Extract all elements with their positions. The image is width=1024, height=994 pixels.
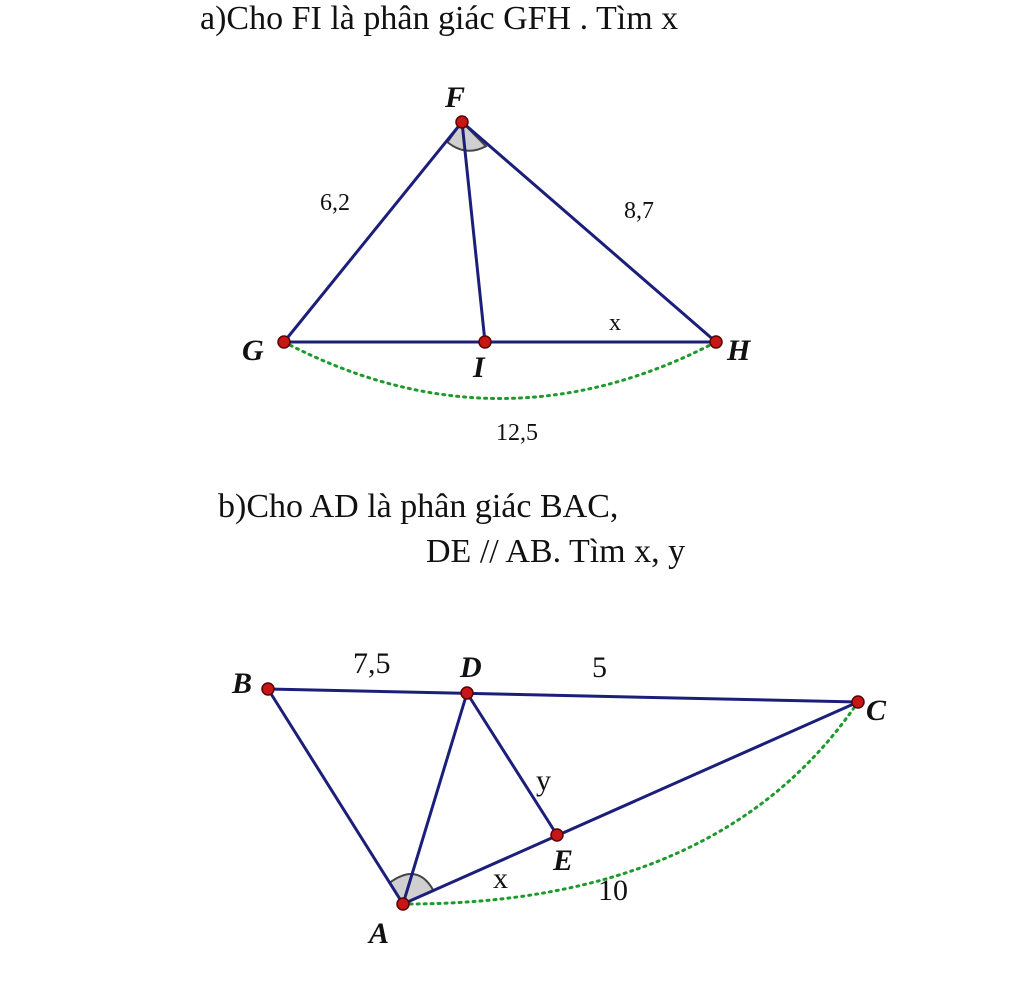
- label-g: G: [242, 334, 264, 367]
- label-d: D: [460, 651, 482, 684]
- label-h: H: [727, 334, 751, 367]
- point-b: [262, 683, 274, 695]
- measure-ac: 10: [598, 874, 628, 907]
- bisector-fi: [462, 122, 485, 342]
- problem-b-prompt-line2: DE // AB. Tìm x, y: [426, 533, 686, 570]
- measure-ae: x: [493, 862, 508, 895]
- point-a: [397, 898, 409, 910]
- problem-b-prompt-line1: b)Cho AD là phân giác BAC,: [218, 488, 619, 525]
- edge-ab: [268, 689, 403, 904]
- label-i: I: [473, 351, 485, 384]
- point-d: [461, 687, 473, 699]
- edge-bc: [268, 689, 858, 702]
- measure-dc: 5: [592, 651, 607, 684]
- label-b: B: [232, 667, 253, 700]
- gh-length-arc: [284, 342, 716, 399]
- point-h: [710, 336, 722, 348]
- measure-fg: 6,2: [320, 190, 350, 216]
- point-g: [278, 336, 290, 348]
- problem-a-prompt: a)Cho FI là phân giác GFH . Tìm x: [200, 0, 679, 37]
- label-a: A: [369, 917, 390, 950]
- label-f: F: [445, 81, 466, 114]
- bisector-ad: [403, 693, 467, 904]
- label-e: E: [553, 844, 574, 877]
- figure-b: [231, 647, 887, 950]
- measure-de: y: [536, 764, 551, 797]
- label-c: C: [866, 694, 887, 727]
- edge-gf: [284, 122, 462, 342]
- figure-a: [242, 81, 752, 446]
- measure-gh: 12,5: [496, 420, 538, 446]
- measure-ih: x: [609, 310, 621, 336]
- point-c: [852, 696, 864, 708]
- point-e: [551, 829, 563, 841]
- edge-fh: [462, 122, 716, 342]
- point-i: [479, 336, 491, 348]
- point-f: [456, 116, 468, 128]
- measure-bd: 7,5: [353, 647, 391, 680]
- edge-ac: [403, 702, 858, 904]
- measure-fh: 8,7: [624, 198, 654, 224]
